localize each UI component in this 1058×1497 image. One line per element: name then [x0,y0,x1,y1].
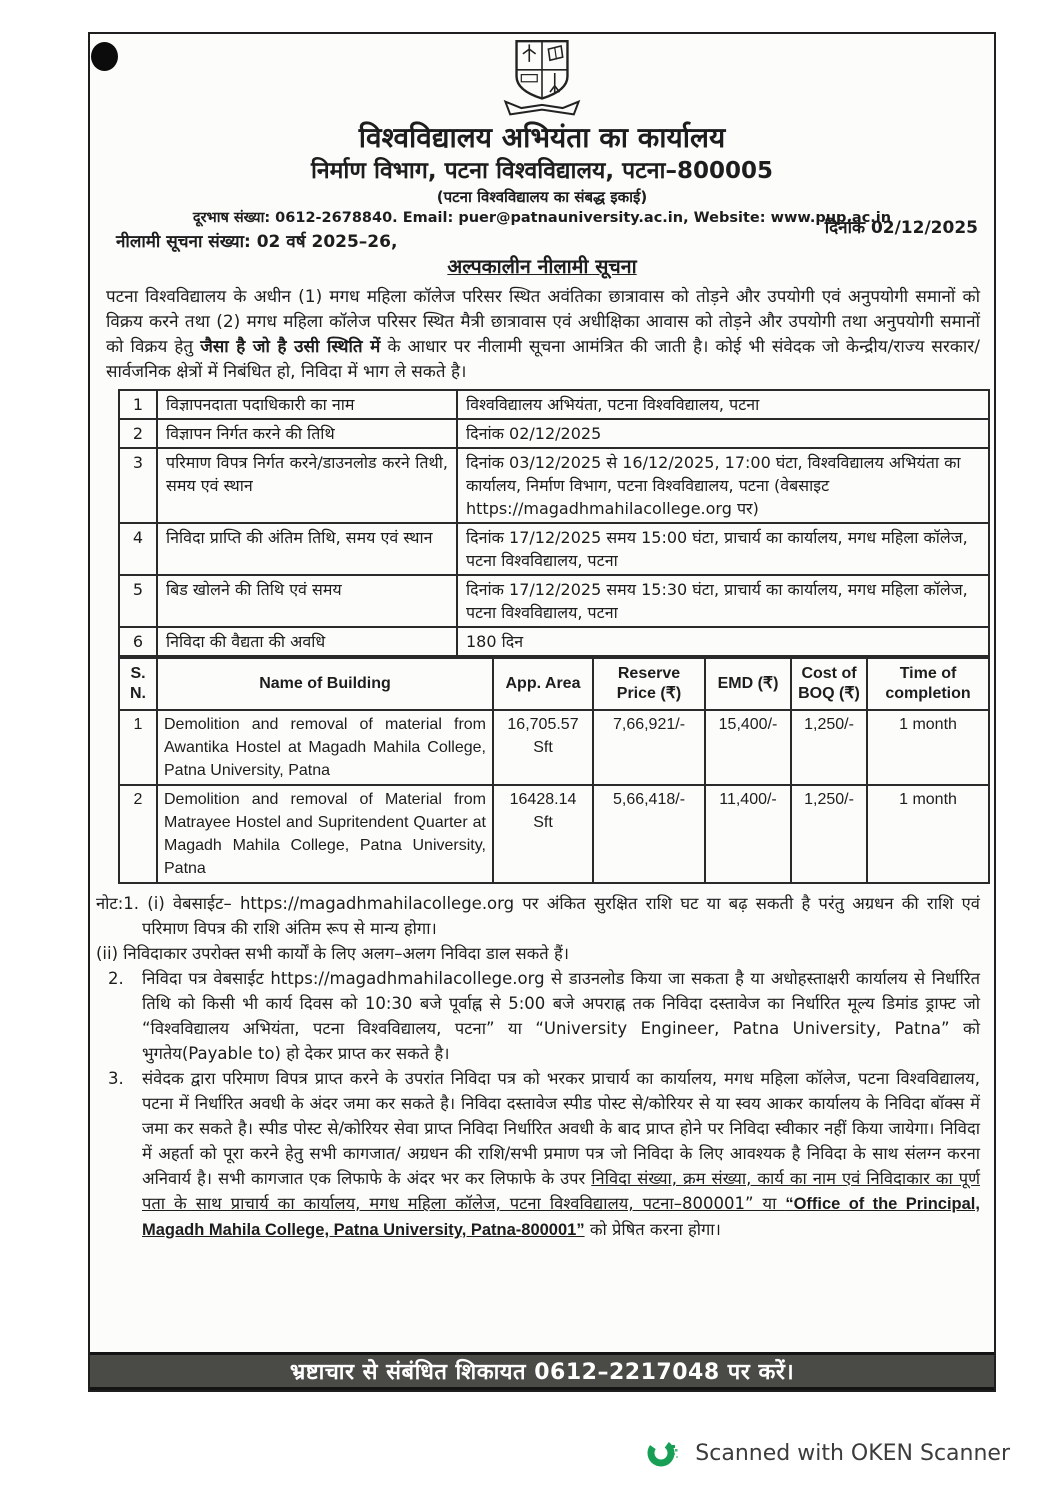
university-crest-icon [90,38,994,116]
note-3-text [142,1066,980,1243]
row-label: निविदा की वैद्यता की अवधि [157,627,457,656]
table-row [119,390,989,419]
cell-building-name: Demolition and removal of material from Awantika Hostel at Magadh Mahila College, Patna University, Patna [157,710,493,785]
row-label: परिमाण विपत्र निर्गत करने/डाउनलोड करने तिथी, समय एवं स्थान [157,448,457,523]
row-sn: 2 [119,419,157,448]
cell-area: 16,705.57 Sft [493,710,593,785]
row-sn: 4 [119,523,157,575]
building-table [118,657,990,884]
intro-seg2-bold: जैसा है जो है उसी स्थिति में [200,337,381,357]
scanned-tender-notice [88,32,996,1392]
cell-completion-time: 1 month [867,785,989,883]
cell-area: 16428.14 Sft [493,785,593,883]
note-3-seg2-underlined: निविदा संख्या, क्रम संख्या, कार्य का नाम एवं निविदाकार का पूर्ण पता के साथ प्राचार्य का कार्यालय, मगध महिला कॉलेज, पटना विश्वविद्यालय, पटना–800001” या [142,1169,981,1213]
table-row [119,523,989,575]
note-2 [96,966,980,1066]
cell-sn: 2 [119,785,157,883]
row-label: निविदा प्राप्ति की अंतिम तिथि, समय एवं स्थान [157,523,457,575]
cell-completion-time: 1 month [867,710,989,785]
row-sn: 5 [119,575,157,627]
cell-emd: 15,400/- [705,710,791,785]
row-sn: 1 [119,390,157,419]
scanner-badge [646,1436,1010,1470]
scanner-badge-label: Scanned with OKEN Scanner [695,1440,1010,1466]
row-value: दिनांक 03/12/2025 से 16/12/2025, 17:00 घंटा, विश्वविद्यालय अभियंता का कार्यालय, निर्माण विभाग, पटना विश्वविद्यालय, पटना (वेबसाइट https://magadhmahilacollege.org पर) [457,448,989,523]
org-subtitle: निर्माण विभाग, पटना विश्वविद्यालय, पटना–800005 [310,158,774,184]
note-3 [96,1066,980,1243]
row-value: विश्वविद्यालय अभियंता, पटना विश्वविद्यालय, पटना [457,390,989,419]
tender-info-table [118,389,990,657]
corruption-complaint-banner: भ्रष्टाचार से संबंधित शिकायत 0612–2217048 पर करें। [90,1352,994,1390]
contact-line: दूरभाष संख्या: 0612-2678840. Email: puer@patnauniversity.ac.in, Website: www.pup.ac.in [192,210,892,226]
notes-section [96,891,980,1243]
col-header-sn: S. N. [119,658,157,710]
notice-number: नीलामी सूचना संख्या: 02 वर्ष 2025–26, [116,232,398,252]
note-1-ii: (ii) निविदाकार उपरोक्त सभी कार्यों के लिए अलग–अलग निविदा डाल सकते हैं। [96,944,569,963]
col-header-area: App. Area [493,658,593,710]
col-header-boq: Cost of BOQ (₹) [791,658,867,710]
affiliation-note: (पटना विश्वविद्यालय का संबद्ध इकाई) [436,188,648,206]
row-value: दिनांक 17/12/2025 समय 15:30 घंटा, प्राचार्य का कार्यालय, मगध महिला कॉलेज, पटना विश्वविद्यालय, पटना [457,575,989,627]
note-2-text: निविदा पत्र वेबसाईट https://magadhmahilacollege.org से डाउनलोड किया जा सकता है या अधोहस्ताक्षरी कार्यालय से निर्धारित तिथि को किसी भी कार्य दिवस को 10:30 बजे पूर्वाह्न से 5:00 बजे अपराह्न तक निविदा दस्तावेज का निर्धारित मूल्य डिमांड ड्राफ्ट जो “विश्वविद्यालय अभियंता, पटना विश्वविद्यालय, पटना” या “University Engineer, Patna University, Patna” को भुगतेय(Payable to) हो देकर प्राप्त कर सकते है। [142,969,980,1063]
intro-paragraph [106,285,980,385]
notice-date: दिनांक 02/12/2025 [824,218,978,238]
cell-reserve-price: 7,66,921/- [593,710,705,785]
table-row [119,627,989,656]
row-sn: 3 [119,448,157,523]
intro-seg1: पटना विश्वविद्यालय के अधीन (1) मगध महिला कॉलेज परिसर स्थित अवंतिका छात्रावास को तोड़ने और उपयोगी एवं अनुपयोगी समानों को विक्रय करने तथा (2) मगध महिला कॉलेज परिसर स्थित मैत्री छात्रावास एवं अधीक्षिका आवास को तोड़ने और उपयोगी तथा अनुपयोगी समानों को विक्रय हेतु [106,287,980,357]
building-table-header-row [119,658,989,710]
note-3-number: 3. [108,1069,124,1088]
table-row [119,419,989,448]
col-header-reserve: Reserve Price (₹) [593,658,705,710]
cell-building-name: Demolition and removal of Material from Matrayee Hostel and Supritendent Quarter at Magadh Mahila College, Patna University, Patna [157,785,493,883]
cell-boq-cost: 1,250/- [791,785,867,883]
note-3-seg1: संवेदक द्वारा परिमाण विपत्र प्राप्त करने के उपरांत निविदा पत्र को भरकर प्राचार्य का कार्यालय, मगध महिला कॉलेज, पटना विश्वविद्यालय, पटना में निर्धारित अवधी के अंदर जमा कर सकते है। निविदा दस्तावेज स्पीड पोस्ट से/कोरियर से या स्वय आकर कार्यालय के निविदा बॉक्स में जमा कर सकते है। स्पीड पोस्ट से/कोरियर सेवा प्राप्त निविदा निर्धारित अवधी के बाद प्राप्त होने पर निविदा स्वीकार नहीं किया जायेगा। निविदा में अहर्ता को पूरा करने हेतु सभी कागजात/ अग्रधन की राशि/सभी प्रमाण पत्र जो निविदा के लिए आवश्यक है निविदा के साथ संलग्न करना अनिवार्य है। सभी कागजात एक लिफाफे के अंदर भर कर लिफाफे के उपर [142,1069,980,1188]
row-label: विज्ञापन निर्गत करने की तिथि [157,419,457,448]
col-header-time: Time of completion [867,658,989,710]
cell-boq-cost: 1,250/- [791,710,867,785]
table-row [119,710,989,785]
oken-scanner-icon [646,1436,680,1470]
notice-heading: अल्पकालीन नीलामी सूचना [447,255,637,278]
punch-hole-mark [91,42,118,71]
note-1-i: नोट:1. (i) वेबसाईट– https://magadhmahilacollege.org पर अंकित सुरक्षित राशि घट या बढ़ सकती है परंतु अग्रधन की राशि एवं परिमाण विपत्र की राशि अंतिम रूप से मान्य होगा। [96,894,980,938]
col-header-emd: EMD (₹) [705,658,791,710]
org-title: विश्वविद्यालय अभियंता का कार्यालय [358,121,726,154]
cell-emd: 11,400/- [705,785,791,883]
col-header-name: Name of Building [157,658,493,710]
cell-reserve-price: 5,66,418/- [593,785,705,883]
note-3-seg3-bold-underlined: “Office of the Principal, Magadh Mahila College, Patna University, Patna-800001” [142,1195,980,1239]
intro-seg3: के आधार पर नीलामी सूचना आमंत्रित की जाती है। कोई भी संवेदक जो केन्द्रीय/राज्य सरकार/सार्वजनिक क्षेत्रों में निबंधित हो, निविदा में भाग ले सकते है। [106,337,980,382]
note-3-seg4: को प्रेषित करना होगा। [584,1220,721,1239]
row-value: दिनांक 17/12/2025 समय 15:00 घंटा, प्राचार्य का कार्यालय, मगध महिला कॉलेज, पटना विश्वविद्यालय, पटना [457,523,989,575]
row-label: बिड खोलने की तिथि एवं समय [157,575,457,627]
row-value: 180 दिन [457,627,989,656]
note-2-number: 2. [108,969,124,988]
table-row [119,448,989,523]
cell-sn: 1 [119,710,157,785]
table-row [119,575,989,627]
row-sn: 6 [119,627,157,656]
table-row [119,785,989,883]
row-label: विज्ञापनदाता पदाधिकारी का नाम [157,390,457,419]
row-value: दिनांक 02/12/2025 [457,419,989,448]
